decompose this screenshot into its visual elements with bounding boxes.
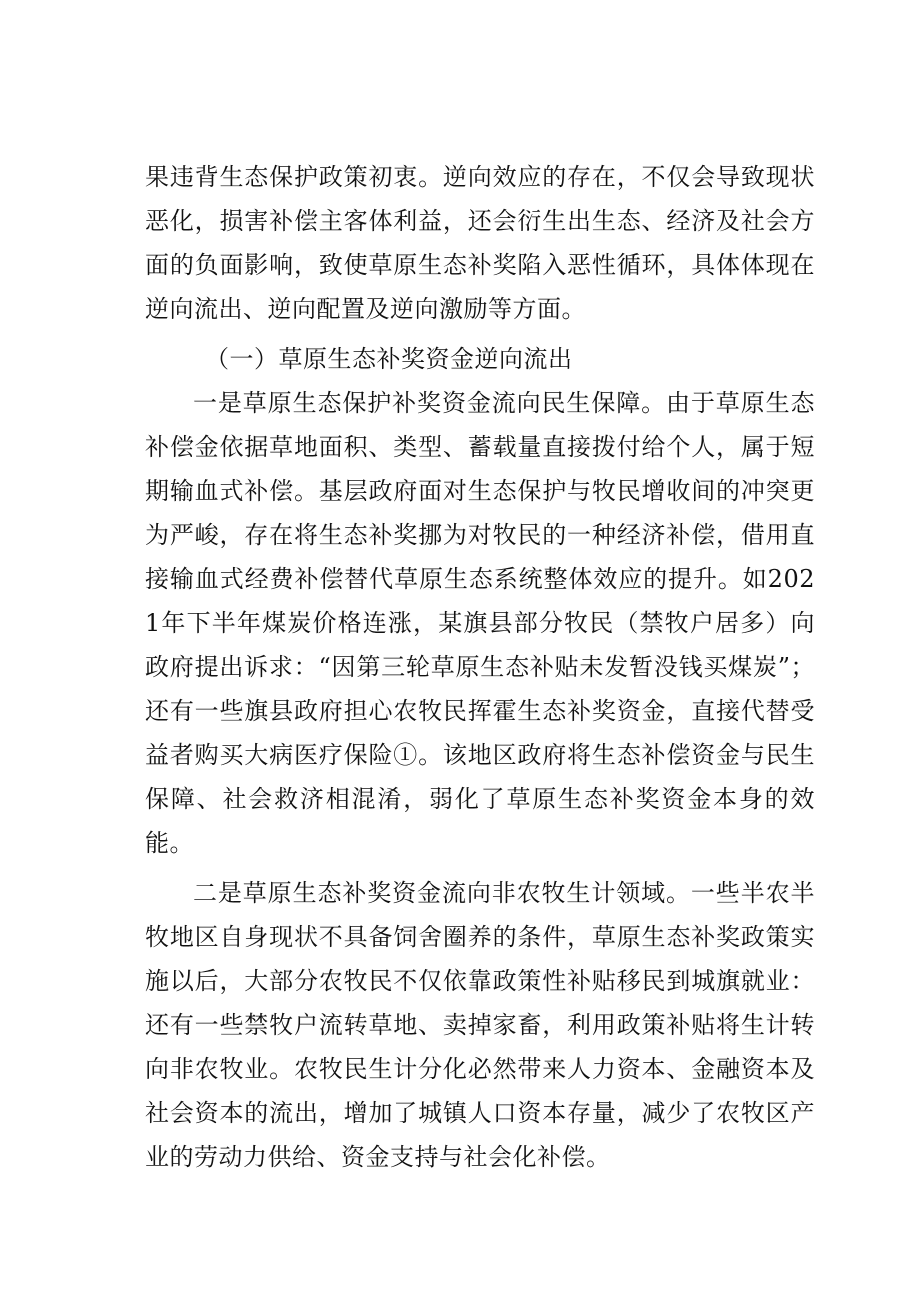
paragraph-continuation: 果违背生态保护政策初衷。逆向效应的存在，不仅会导致现状恶化，损害补偿主客体利益，还会衍生出生态、经济及社会方面的负面影响，致使草原生态补奖陷入恶性循环，具体体现在逆向流出、逆向配置及逆向激励等方面。 (145, 163, 815, 323)
paragraph-non-pastoral-livelihood: 二是草原生态补奖资金流向非农牧生计领域。一些半农半牧地区自身现状不具备饲舍圈养的条件，草原生态补奖政策实施以后，大部分农牧民不仅依靠政策性补贴移民到城旗就业：还有一些禁牧户流转草地、卖掉家畜，利用政策补贴将生计转向非农牧业。农牧民生计分化必然带来人力资本、金融资本及社会资本的流出，增加了城镇人口资本存量，减少了农牧区产业的劳动力供给、资金支持与社会化补偿。 (145, 879, 815, 1171)
paragraph-livelihood-security: 一是草原生态保护补奖资金流向民生保障。由于草原生态补偿金依据草地面积、类型、蓄载量直接拨付给个人，属于短期输血式补偿。基层政府面对生态保护与牧民增收间的冲突更为严峻，存在将生态补奖挪为对牧民的一种经济补偿，借用直接输血式经费补偿替代草原生态系统整体效应的提升。如2021年下半年煤炭价格连涨，某旗县部分牧民（禁牧户居多）向政府提出诉求：“因第三轮草原生态补贴未发暂没钱买煤炭”；还有一些旗县政府担心农牧民挥霍生态补奖资金，直接代替受益者购买大病医疗保险①。该地区政府将生态补偿资金与民生保障、社会救济相混淆，弱化了草原生态补奖资金本身的效能。 (145, 389, 815, 857)
document-body (145, 155, 815, 1179)
section-heading: （一）草原生态补奖资金逆向流出 (205, 345, 573, 373)
